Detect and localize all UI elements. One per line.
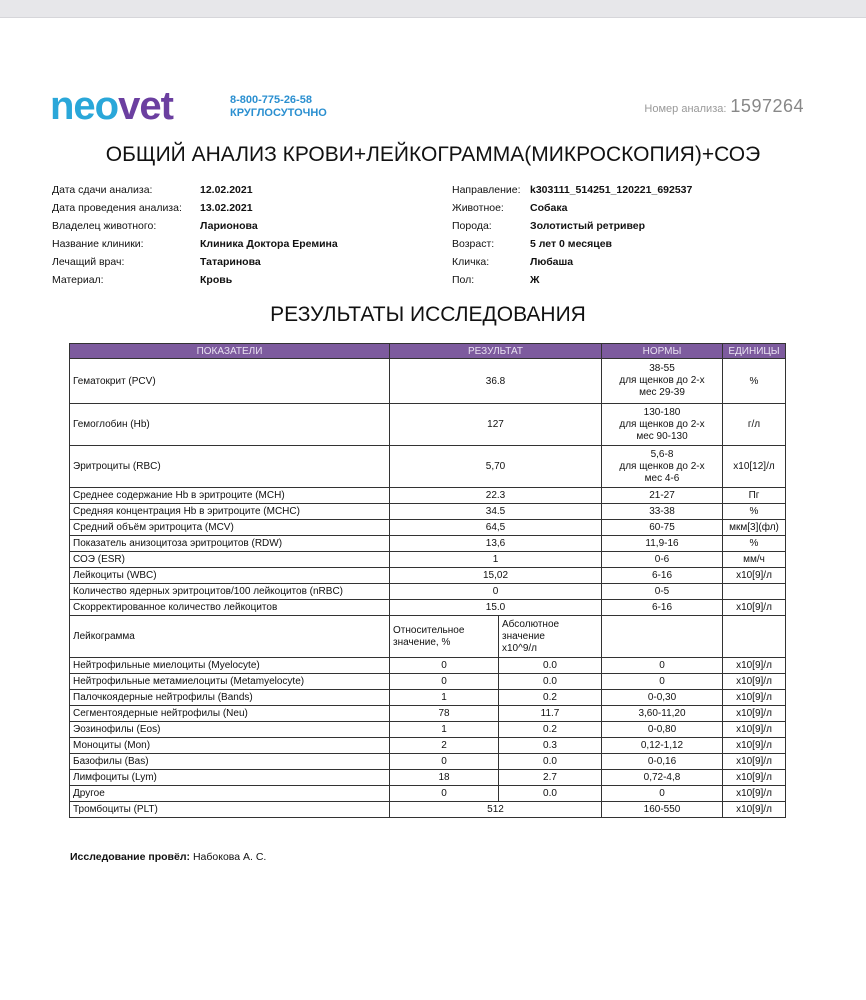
norm-value <box>602 568 723 584</box>
absolute-value: 0.0 <box>499 674 602 690</box>
indicator-name: Моноциты (Mon) <box>70 738 390 754</box>
table-row <box>70 706 786 722</box>
absolute-value: 0.0 <box>499 786 602 802</box>
indicator-name: Эритроциты (RBC) <box>70 446 390 488</box>
info-row <box>52 253 338 271</box>
table-row <box>70 754 786 770</box>
clinic-phone-block <box>230 94 327 120</box>
empty-cell <box>723 616 786 658</box>
norm-line: 38-55 <box>649 363 675 374</box>
table-row <box>70 552 786 568</box>
norm-line: мес 90-130 <box>636 430 688 442</box>
norm-line: 21-27 <box>649 489 675 501</box>
relative-value: 0 <box>390 754 499 770</box>
unit-value: x10[9]/л <box>723 674 786 690</box>
unit-value: x10[9]/л <box>723 802 786 818</box>
unit-value: x10[9]/л <box>723 770 786 786</box>
unit-value: x10[9]/л <box>723 658 786 674</box>
info-key: Владелец животного: <box>52 220 157 232</box>
indicator-name: СОЭ (ESR) <box>70 552 390 568</box>
header-line: x10^9/л <box>502 642 537 654</box>
header-line: Абсолютное <box>502 618 560 630</box>
table-row <box>70 584 786 600</box>
result-value: 36.8 <box>390 359 602 404</box>
norm-value <box>602 536 723 552</box>
result-value: 15.0 <box>390 600 602 616</box>
result-value: 512 <box>390 802 602 818</box>
info-value: 13.02.2021 <box>200 202 253 214</box>
info-row <box>452 253 692 271</box>
result-value: 5,70 <box>390 446 602 488</box>
unit-value: % <box>723 536 786 552</box>
results-title: РЕЗУЛЬТАТЫ ИССЛЕДОВАНИЯ <box>270 303 586 326</box>
info-row <box>452 271 692 289</box>
header-line: Относительное <box>393 624 465 636</box>
unit-value: % <box>723 504 786 520</box>
table-row <box>70 658 786 674</box>
norm-line: для щенков до 2-х <box>619 418 705 430</box>
table-row <box>70 520 786 536</box>
analysis-number <box>644 96 804 117</box>
info-key: Пол: <box>452 274 475 286</box>
norm-value: 0-0,30 <box>602 690 723 706</box>
info-value: Кровь <box>200 274 233 286</box>
absolute-value: 0.2 <box>499 690 602 706</box>
info-row <box>452 235 692 253</box>
logo-text-vet: vet <box>118 84 173 128</box>
indicator-name: Среднее содержание Hb в эритроците (MCH) <box>70 488 390 504</box>
norm-value <box>602 488 723 504</box>
relative-value: 0 <box>390 674 499 690</box>
table-row <box>70 536 786 552</box>
header-units: ЕДИНИЦЫ <box>723 344 786 359</box>
info-row <box>52 271 338 289</box>
absolute-value: 2.7 <box>499 770 602 786</box>
norm-value: 160-550 <box>602 802 723 818</box>
norm-line: 0-6 <box>654 553 670 565</box>
result-value: 34.5 <box>390 504 602 520</box>
result-value: 0 <box>390 584 602 600</box>
table-row <box>70 786 786 802</box>
norm-value: 0,12-1,12 <box>602 738 723 754</box>
indicator-name: Базофилы (Bas) <box>70 754 390 770</box>
table-row <box>70 738 786 754</box>
info-key: Животное: <box>452 202 504 214</box>
norm-value <box>602 552 723 568</box>
info-key: Лечащий врач: <box>52 256 125 268</box>
norm-value: 0 <box>602 786 723 802</box>
unit-value: x10[12]/л <box>723 446 786 488</box>
analysis-number-value: 1597264 <box>730 96 804 116</box>
norm-value: 0 <box>602 658 723 674</box>
unit-value <box>723 584 786 600</box>
unit-value: x10[9]/л <box>723 706 786 722</box>
info-row <box>452 199 692 217</box>
info-value: Золотистый ретривер <box>530 220 646 232</box>
norm-value: 0 <box>602 674 723 690</box>
neovet-logo <box>50 86 173 126</box>
info-row <box>52 181 338 199</box>
phone-number[interactable]: 8-800-775-26-58 <box>230 94 312 106</box>
indicator-name: Показатель анизоцитоза эритроцитов (RDW) <box>70 536 390 552</box>
norm-value <box>602 446 723 488</box>
info-key: Порода: <box>452 220 492 232</box>
leukogram-label: Лейкограмма <box>70 616 390 658</box>
info-right-block <box>452 181 692 289</box>
result-value: 64,5 <box>390 520 602 536</box>
absolute-value: 0.0 <box>499 658 602 674</box>
header-line: значение, % <box>393 636 451 648</box>
indicator-name: Тромбоциты (PLT) <box>70 802 390 818</box>
document-title: ОБЩИЙ АНАЛИЗ КРОВИ+ЛЕЙКОГРАММА(МИКРОСКОПИЯ)+СОЭ <box>105 143 761 166</box>
relative-value: 18 <box>390 770 499 786</box>
table-header-row <box>70 344 786 359</box>
norm-value: 0-0,16 <box>602 754 723 770</box>
norm-line: для щенков до 2-х <box>619 460 705 472</box>
indicator-name: Средняя концентрация Hb в эритроците (MCHC) <box>70 504 390 520</box>
info-value: Собака <box>530 202 568 214</box>
norm-line: 11,9-16 <box>645 537 679 549</box>
absolute-value: 11.7 <box>499 706 602 722</box>
result-value: 127 <box>390 404 602 446</box>
unit-value: x10[9]/л <box>723 690 786 706</box>
result-value: 22.3 <box>390 488 602 504</box>
relative-value-header <box>390 616 499 658</box>
unit-value: x10[9]/л <box>723 568 786 584</box>
indicator-name: Нейтрофильные миелоциты (Myelocyte) <box>70 658 390 674</box>
info-row <box>52 199 338 217</box>
table-row <box>70 488 786 504</box>
table-row <box>70 504 786 520</box>
norm-line: 0-5 <box>654 585 670 597</box>
norm-line: 130-180 <box>643 406 681 418</box>
table-row <box>70 404 786 446</box>
table-row <box>70 802 786 818</box>
info-key: Направление: <box>452 184 521 196</box>
norm-value <box>602 600 723 616</box>
norm-line: для щенков до 2-х <box>619 375 705 386</box>
norm-value: 3,60-11,20 <box>602 706 723 722</box>
relative-value: 1 <box>390 690 499 706</box>
signed-by-name: Набокова А. С. <box>192 851 267 863</box>
relative-value: 0 <box>390 658 499 674</box>
table-row <box>70 674 786 690</box>
info-key: Дата проведения анализа: <box>52 202 182 214</box>
info-row <box>52 217 338 235</box>
absolute-value: 0.2 <box>499 722 602 738</box>
info-value: Ж <box>530 274 540 286</box>
results-table <box>69 343 786 818</box>
info-value: Татаринова <box>200 256 261 268</box>
norm-value <box>602 504 723 520</box>
norm-value <box>602 584 723 600</box>
unit-value: мкм[3](фл) <box>723 520 786 536</box>
info-value: Любаша <box>530 256 574 268</box>
unit-value: г/л <box>723 404 786 446</box>
indicator-name: Скорректированное количество лейкоцитов <box>70 600 390 616</box>
unit-value: x10[9]/л <box>723 600 786 616</box>
info-value: Клиника Доктора Еремина <box>200 238 338 250</box>
unit-value: % <box>723 359 786 404</box>
browser-top-bar <box>0 0 866 18</box>
table-row <box>70 690 786 706</box>
info-row <box>52 235 338 253</box>
indicator-name: Средний объём эритроцита (MCV) <box>70 520 390 536</box>
result-value: 13,6 <box>390 536 602 552</box>
absolute-value-header <box>499 616 602 658</box>
unit-value: Пг <box>723 488 786 504</box>
norm-line: 33-38 <box>649 505 675 517</box>
unit-value: x10[9]/л <box>723 754 786 770</box>
result-value: 15,02 <box>390 568 602 584</box>
signed-by-label: Исследование провёл: <box>70 851 191 863</box>
table-row <box>70 722 786 738</box>
indicator-name: Гемоглобин (Hb) <box>70 404 390 446</box>
analysis-number-label: Номер анализа: <box>644 103 727 115</box>
relative-value: 78 <box>390 706 499 722</box>
relative-value: 1 <box>390 722 499 738</box>
table-row <box>70 600 786 616</box>
indicator-name: Лимфоциты (Lym) <box>70 770 390 786</box>
hours-label: КРУГЛОСУТОЧНО <box>230 107 327 119</box>
indicator-name: Сегментоядерные нейтрофилы (Neu) <box>70 706 390 722</box>
info-key: Название клиники: <box>52 238 144 250</box>
norm-line: мес 29-39 <box>639 387 685 398</box>
info-row <box>452 181 692 199</box>
info-value: 12.02.2021 <box>200 184 253 196</box>
relative-value: 2 <box>390 738 499 754</box>
indicator-name: Гематокрит (PCV) <box>70 359 390 404</box>
absolute-value: 0.3 <box>499 738 602 754</box>
norm-line: 60-75 <box>649 521 675 533</box>
info-value: k303111_514251_120221_692537 <box>530 184 693 196</box>
table-row <box>70 770 786 786</box>
info-key: Кличка: <box>452 256 490 268</box>
table-row <box>70 446 786 488</box>
leukogram-header-row <box>70 616 786 658</box>
indicator-name: Другое <box>70 786 390 802</box>
result-value: 1 <box>390 552 602 568</box>
indicator-name: Лейкоциты (WBC) <box>70 568 390 584</box>
norm-line: 6-16 <box>651 569 672 581</box>
unit-value: x10[9]/л <box>723 738 786 754</box>
norm-value: 0-0,80 <box>602 722 723 738</box>
header-indicators: ПОКАЗАТЕЛИ <box>70 344 390 359</box>
norm-line: мес 4-6 <box>644 472 680 484</box>
header-norms: НОРМЫ <box>602 344 723 359</box>
unit-value: x10[9]/л <box>723 786 786 802</box>
norm-value <box>602 359 723 404</box>
norm-value <box>602 404 723 446</box>
norm-value <box>602 520 723 536</box>
indicator-name: Палочкоядерные нейтрофилы (Bands) <box>70 690 390 706</box>
norm-line: 6-16 <box>651 601 672 613</box>
signed-by <box>70 851 266 863</box>
indicator-name: Нейтрофильные метамиелоциты (Metamyelocyte) <box>70 674 390 690</box>
norm-line: 5,6-8 <box>650 448 674 460</box>
info-value: 5 лет 0 месяцев <box>530 238 612 250</box>
norm-value: 0,72-4,8 <box>602 770 723 786</box>
header-line: значение <box>502 630 545 642</box>
unit-value: мм/ч <box>723 552 786 568</box>
indicator-name: Количество ядерных эритроцитов/100 лейкоцитов (nRBC) <box>70 584 390 600</box>
info-row <box>452 217 692 235</box>
info-key: Дата сдачи анализа: <box>52 184 153 196</box>
info-key: Материал: <box>52 274 104 286</box>
table-row <box>70 359 786 404</box>
table-row <box>70 568 786 584</box>
absolute-value: 0.0 <box>499 754 602 770</box>
info-key: Возраст: <box>452 238 495 250</box>
info-left-block <box>52 181 338 289</box>
relative-value: 0 <box>390 786 499 802</box>
info-value: Ларионова <box>200 220 258 232</box>
indicator-name: Эозинофилы (Eos) <box>70 722 390 738</box>
empty-cell <box>602 616 723 658</box>
header-result: РЕЗУЛЬТАТ <box>390 344 602 359</box>
logo-text-neo: neo <box>50 84 119 128</box>
unit-value: x10[9]/л <box>723 722 786 738</box>
